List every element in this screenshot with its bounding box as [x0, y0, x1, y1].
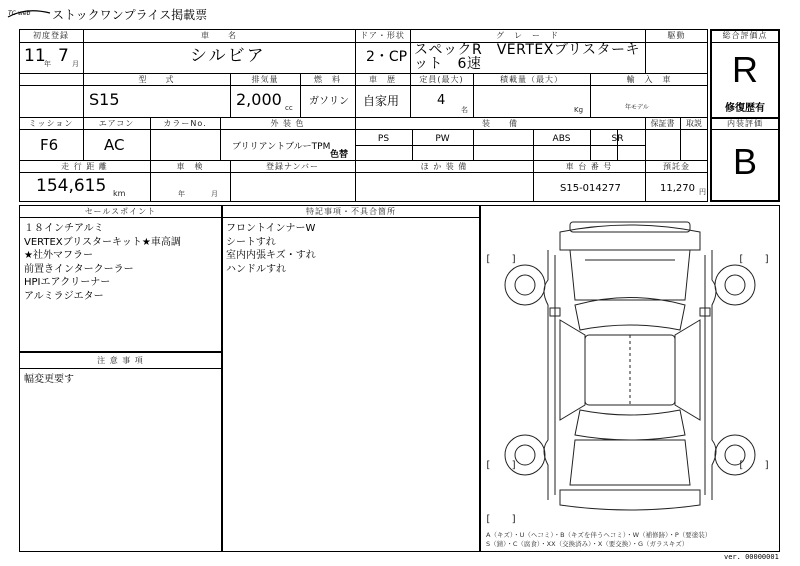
- displacement: 2,000: [236, 90, 282, 109]
- exterior-color-label: 外 装 色: [270, 119, 305, 128]
- interior-score-label: 内装評価: [727, 119, 763, 128]
- bracket-rear-right: [ ]: [738, 460, 771, 471]
- aircon-label: エアコン: [98, 119, 135, 128]
- year-unit: 年: [44, 60, 51, 68]
- other-equipment-label: ほ か 装 備: [420, 162, 468, 171]
- load-label: 積載量（最大）: [500, 75, 563, 84]
- wheel-rear-right-icon: [715, 435, 755, 475]
- manual-label: 取説: [686, 119, 702, 128]
- import-note: 年モデル: [625, 104, 649, 111]
- exterior-color: ブリリアントブルーTPM: [232, 142, 331, 152]
- mileage: 154,615: [36, 176, 107, 196]
- sales-point-item: 前置きインタークーラー: [24, 263, 134, 275]
- inspection-month-unit: 月: [211, 190, 218, 198]
- color-no-label: カラーNo.: [163, 119, 207, 128]
- sales-point-item: VERTEXブリスターキット★車高調: [24, 236, 181, 248]
- displacement-label: 排気量: [251, 75, 279, 84]
- capacity-label: 定員(最大): [419, 75, 464, 84]
- color-change: 色替: [330, 150, 349, 160]
- deposit-unit: 円: [699, 188, 706, 196]
- bracket-front-left: [ ]: [485, 254, 518, 265]
- aircon: AC: [104, 136, 125, 154]
- special-note-item: ハンドルすれ: [226, 263, 286, 275]
- inspection-label: 車 検: [176, 162, 204, 171]
- equipment-ps: PS: [377, 134, 390, 144]
- damage-legend-line2: S（錆）・C（腐食）・XX（交換済み）・X（要交換）・G（ガラスキズ）: [486, 540, 689, 548]
- warranty-label: 保証書: [650, 119, 675, 128]
- sales-points-title: セールスポイント: [84, 207, 157, 216]
- special-note-item: 室内内張キズ・すれ: [226, 250, 316, 261]
- bracket-front-right: [ ]: [738, 254, 771, 265]
- import-label: 輸 入 車: [626, 75, 672, 84]
- special-notes-title: 特記事項・不具合箇所: [306, 207, 396, 216]
- capacity: 4: [437, 93, 446, 108]
- overall-score-label: 総合評価点: [722, 31, 768, 40]
- door-shape-label: ドア・形状: [360, 31, 405, 40]
- fuel: ガソリン: [309, 96, 349, 107]
- wheel-rear-left-icon: [505, 435, 545, 475]
- bracket-rear-left: [ ]: [485, 460, 518, 471]
- special-note-item: フロントインナーW: [226, 223, 316, 234]
- repair-history-note: 修復歴有: [725, 103, 765, 114]
- chassis-number: S15-014277: [560, 183, 621, 194]
- car-diagram: [490, 210, 770, 520]
- model-label: 型 式: [138, 75, 175, 84]
- displacement-unit: cc: [285, 104, 293, 112]
- special-note-item: シートすれ: [226, 236, 276, 248]
- caution-item: 幅変更要す: [24, 374, 74, 385]
- page-title: ストックワンプライス掲載票: [52, 8, 208, 22]
- deposit-label: 預託金: [663, 162, 690, 171]
- grade-line2: ット 6速: [414, 56, 482, 72]
- history: 自家用: [363, 94, 400, 108]
- first-registration-label: 初度登録: [33, 31, 69, 40]
- overall-score: R: [732, 49, 758, 90]
- history-label: 車 歴: [369, 75, 396, 84]
- inspection-year-unit: 年: [178, 190, 185, 198]
- fuel-label: 燃 料: [314, 75, 341, 84]
- model: S15: [89, 90, 120, 109]
- sales-point-item: HPIエアクリーナー: [24, 277, 111, 288]
- sales-point-item: アルミラジエター: [24, 290, 104, 302]
- wheel-front-left-icon: [505, 265, 545, 305]
- wheel-front-right-icon: [715, 265, 755, 305]
- drive-label: 駆動: [667, 31, 686, 40]
- equipment-abs: ABS: [552, 134, 571, 144]
- equipment-label: 装 備: [482, 119, 518, 128]
- capacity-unit: 名: [461, 106, 468, 114]
- equipment-sr: SR: [611, 134, 624, 144]
- door-shape: 2・CP: [366, 49, 408, 65]
- car-name: シルビア: [190, 46, 266, 66]
- equipment-pw: PW: [435, 134, 450, 144]
- version-label: ver. 00000001: [724, 553, 779, 561]
- chassis-number-label: 車 台 番 号: [565, 162, 613, 171]
- grade-label: グ レ ー ド: [496, 31, 559, 40]
- mission: F6: [40, 136, 59, 154]
- first-reg-year: 11: [24, 46, 46, 66]
- logo: TC-web: [6, 6, 52, 20]
- sales-point-item: ★社外マフラー: [24, 250, 93, 261]
- first-reg-month: 7: [58, 46, 69, 66]
- mileage-unit: km: [113, 189, 126, 198]
- damage-legend-line1: A（キズ）・U（ヘコミ）・B（キズを伴うヘコミ）・W（補修跡）・P（要塗装）: [486, 531, 712, 539]
- mileage-label: 走 行 距 離: [61, 162, 108, 171]
- caution-title: 注 意 事 項: [97, 356, 144, 365]
- grade-line1: スペックR VERTEXブリスターキ: [414, 42, 641, 58]
- reg-number-label: 登録ナンバー: [265, 162, 320, 171]
- deposit: 11,270: [660, 183, 695, 194]
- load-unit: Kg: [574, 106, 584, 114]
- bracket-bottom: [ ]: [485, 514, 518, 525]
- interior-score: B: [732, 141, 757, 182]
- sales-point-item: １８インチアルミ: [24, 223, 104, 234]
- car-name-label: 車 名: [201, 31, 237, 40]
- mission-label: ミッション: [28, 119, 74, 128]
- month-unit: 月: [72, 60, 79, 68]
